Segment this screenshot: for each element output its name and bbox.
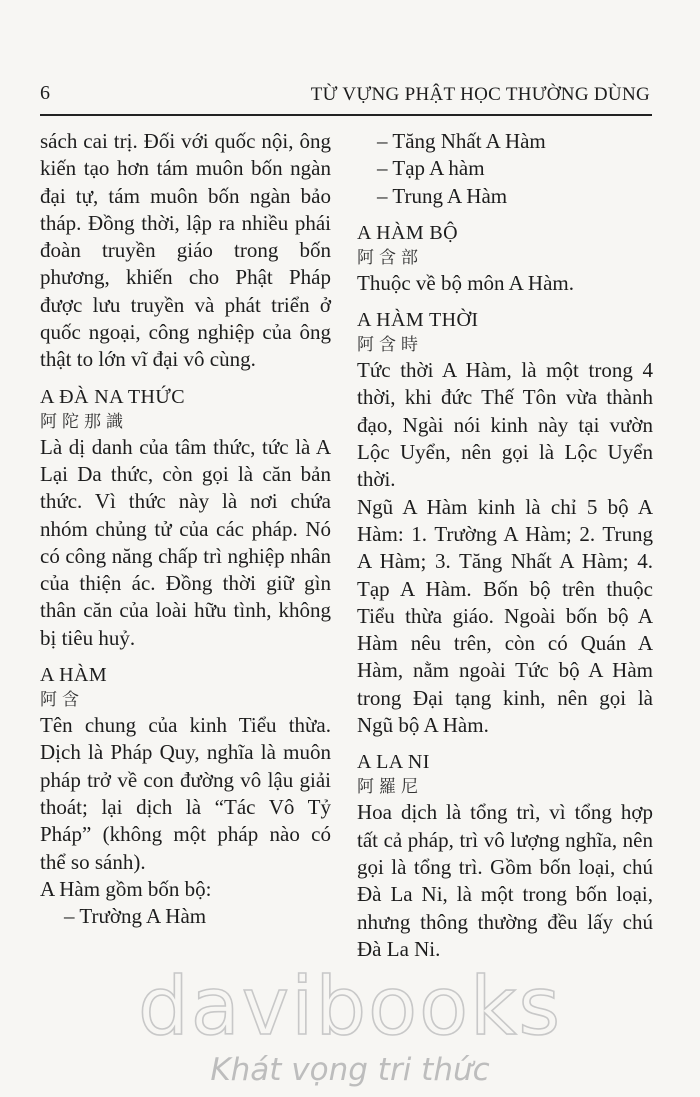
page-number: 6 bbox=[40, 82, 50, 104]
entry-heading: A HÀM THỜI bbox=[357, 309, 479, 332]
page-header bbox=[40, 82, 652, 112]
entry-heading: A ĐÀ NA THỨC bbox=[40, 385, 185, 408]
entry-hanzi: 阿陀那識 bbox=[40, 411, 128, 431]
entry-hanzi: 阿含 bbox=[40, 690, 84, 710]
watermark-tagline: Khát vọng tri thức bbox=[210, 1052, 490, 1088]
list-item: – Tăng Nhất A Hàm bbox=[377, 129, 546, 153]
list-item: – Trường A Hàm bbox=[64, 904, 207, 929]
running-title: TỪ VỰNG PHẬT HỌC THƯỜNG DÙNG bbox=[310, 84, 650, 105]
entry-body: Ngũ A Hàm kinh là chỉ 5 bộ A Hàm: 1. Trường A Hàm; 2. Trung A Hàm; 3. Tăng Nhất A Hàm; 4. Tạp A Hàm. Bốn bộ trên thuộc Tiểu thừa giáo. Ngoài bốn bộ A Hàm nêu trên, còn có Quán A Hàm, nằm ngoài Tức bộ A Hàm trong Đại tạng kinh, nên gọi là Ngũ bộ A Hàm. bbox=[357, 494, 653, 738]
entry-heading: A HÀM BỘ bbox=[357, 221, 458, 244]
right-column bbox=[357, 128, 653, 963]
entry-heading: A HÀM bbox=[40, 664, 108, 687]
entry-body: Tên chung của kinh Tiểu thừa. Dịch là Pháp Quy, nghĩa là muôn pháp trở về con đường vô lậu giải thoát; lại dịch là “Tác Vô Tỷ Pháp” (không một pháp nào có thể so sánh). bbox=[40, 713, 331, 874]
watermark-logo: davibooks bbox=[137, 960, 563, 1053]
list-item: – Trung A Hàm bbox=[377, 183, 508, 208]
intro-paragraph: sách cai trị. Đối với quốc nội, ông kiến tạo hơn tám muôn bốn ngàn đại tự, tám muôn bốn ngàn bảo tháp. Đồng thời, lập ra nhiều phái đoàn truyền giáo trong bốn phương, khiến cho Phật Pháp được lưu truyền và phát triển ở quốc ngoại, công nghiệp của ông thật to lớn vĩ đại vô cùng. bbox=[40, 129, 331, 372]
header-rule bbox=[40, 114, 652, 116]
entry-body: Là dị danh của tâm thức, tức là A Lại Da thức, còn gọi là căn bản thức. Vì thức này là nơi chứa nhóm chủng tử của các pháp. Nó có công năng chấp trì nghiệp nhân của thiện ác. Đồng thời giữ gìn thân căn của loài hữu tình, không bị tiêu huỷ. bbox=[40, 434, 331, 650]
entry-hanzi: 阿含時 bbox=[357, 335, 423, 355]
list-intro: A Hàm gồm bốn bộ: bbox=[40, 876, 212, 901]
left-column bbox=[40, 128, 331, 930]
entry-body: Thuộc về bộ môn A Hàm. bbox=[357, 270, 574, 295]
entry-heading: A LA NI bbox=[357, 751, 430, 774]
entry-body: Tức thời A Hàm, là một trong 4 thời, khi đức Thế Tôn vừa thành đạo, Ngài nói kinh này tại vườn Lộc Uyển, nên gọi là Lộc Uyển thời. bbox=[357, 358, 653, 492]
list-item: – Tạp A hàm bbox=[377, 156, 485, 181]
entry-body: Hoa dịch là tổng trì, vì tổng hợp tất cả pháp, trì vô lượng nghĩa, nên gọi là tổng trì. Gồm bốn loại, chú Đà La Ni, là một trong bốn loại, nhưng thông thường đều lấy chú Đà La Ni. bbox=[357, 800, 653, 961]
entry-hanzi: 阿羅尼 bbox=[357, 777, 423, 797]
entry-hanzi: 阿含部 bbox=[357, 247, 423, 267]
